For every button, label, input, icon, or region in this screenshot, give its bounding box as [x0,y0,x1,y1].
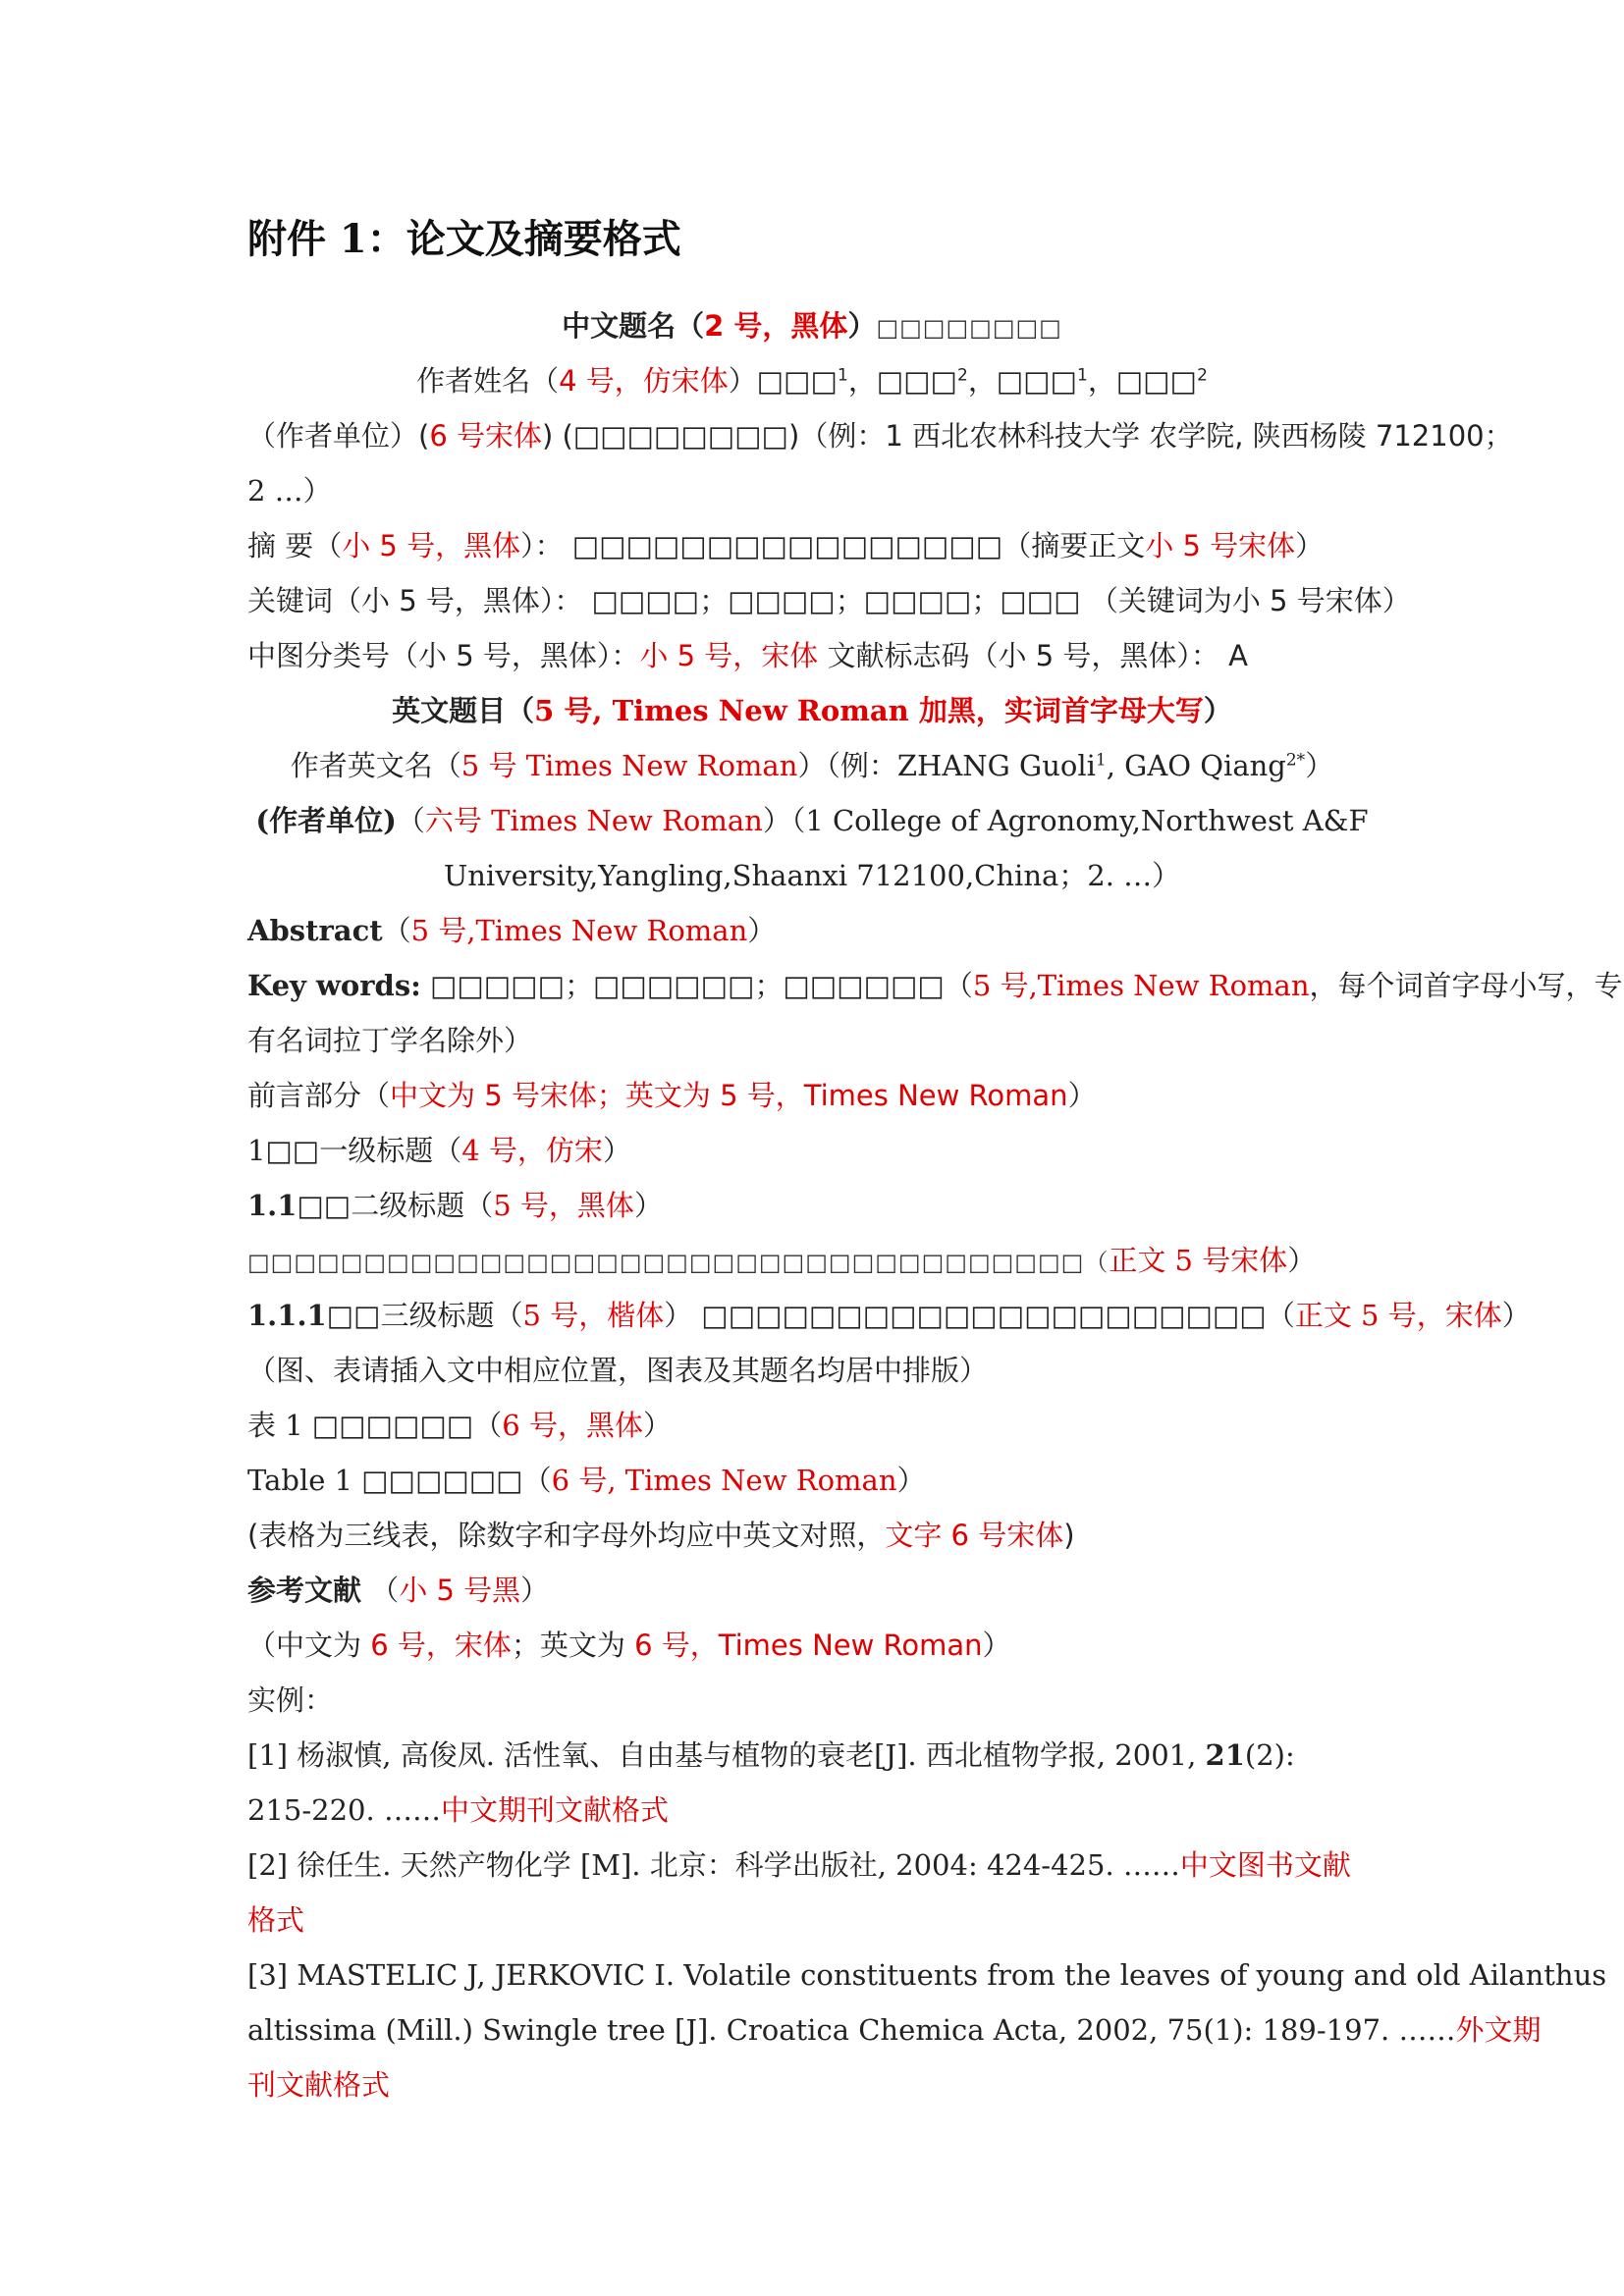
text: ） [602,1134,631,1167]
text: （作者单位）( [247,419,430,453]
example-label: 实例： [247,1683,334,1717]
text: [1] 杨淑慎, 高俊凤. 活性氧、自由基与植物的衰老[J]. 西北植物学报, 2001, [247,1738,1206,1772]
text: Table 1 □□□□□□（ [247,1464,552,1497]
text: ） [1067,1079,1097,1112]
text: （ [396,804,425,837]
en-abstract-format [247,911,1386,950]
text: 6 号, Times New Roman [551,1464,897,1497]
table-cn-caption-format [247,1406,1386,1445]
text: altissima (Mill.) Swingle tree [J]. Croatica Chemica Acta, 2002, 75(1): 189-197. …… [247,2013,1456,2047]
en-unit-continued: University,Yangling,Shaanxi 712100,China；2. …） [443,859,1181,892]
text: 作者英文名（ [290,749,461,782]
reference-3: [3] MASTELIC J, JERKOVIC I. Volatile constituents from the leaves of young and old Ailanthus [247,1958,1607,1992]
text: 文献标志码（小 5 号，黑体）： A [818,639,1248,672]
text: 5 号,Times New Roman [972,969,1310,1002]
text: ） [1287,1244,1317,1277]
text: ，□□□ [1087,364,1198,398]
text: 表 1 □□□□□□（ [247,1409,503,1442]
superscript: 1 [1095,750,1107,771]
references-format [247,1626,1386,1665]
text: ）（例：ZHANG Guoli [797,749,1096,782]
text: 文字 6 号宋体 [885,1519,1064,1552]
text: ） [642,1409,672,1442]
text: 作者姓名（ [416,364,560,398]
superscript: 2 [1197,365,1208,386]
text: 6 号宋体 [429,419,542,453]
text: ） [520,1574,550,1607]
text: 5 号，黑体 [493,1189,634,1222]
text: 小 5 号，黑体 [342,529,521,562]
text: 6 号，宋体 [370,1629,512,1662]
text: 正文 5 号宋体 [1109,1244,1288,1277]
text: 中文图书文献 [1179,1848,1351,1882]
text: ，每个词首字母小写，专 [1309,969,1623,1002]
text: (2): [1244,1738,1295,1772]
text: Abstract [247,914,383,947]
text: □□□□□□□□ [876,314,1062,342]
text: 6 号，Times New Roman [634,1629,983,1662]
references-heading [247,1571,1386,1610]
text: 4 号，仿宋体 [559,364,729,398]
text: ) [1063,1519,1075,1552]
text: ） □□□□□□□□□□□□□□□□□□□□□（ [664,1299,1295,1332]
text: [2] 徐任生. 天然产物化学 [M]. 北京：科学出版社, 2004: 424-425. …… [247,1848,1180,1882]
en-keywords-format [247,966,1623,1005]
superscript: 1 [1077,365,1088,386]
text: (表格为三线表，除数字和字母外均应中英文对照， [247,1519,886,1552]
text: ） [747,914,777,947]
text: 4 号，仿宋 [461,1134,603,1167]
reference-2-continued: 格式 [247,1903,305,1937]
text: ） [1305,749,1334,782]
text: 中图分类号（小 5 号，黑体）： [247,639,640,672]
text: 外文期 [1455,2013,1542,2047]
text: ） [982,1629,1011,1662]
text: □□□□□；□□□□□□；□□□□□□（ [420,969,973,1002]
superscript: 2* [1285,750,1306,771]
text: 5 号, Times New Roman 加黑，实词首字母大写 [534,694,1204,727]
text: 英文题目（ [392,694,535,727]
cn-keywords-format: 关键词（小 5 号，黑体）： □□□□；□□□□；□□□□；□□□ （关键词为小 5 号宋体） [247,584,1411,617]
text: 小 5 号黑 [399,1574,521,1607]
text: 215-220. …… [247,1793,441,1827]
text: (作者单位) [255,804,397,837]
text: 1.1.1 [247,1299,327,1332]
attachment-heading: 附件 1：论文及摘要格式 [247,216,681,262]
text: 小 5 号，宋体 [639,639,819,672]
text: ，□□□ [847,364,958,398]
reference-2 [247,1845,1386,1885]
table-en-caption-format [247,1461,1386,1500]
text: □□□□□□□□□□□□□□□□□□□□□□□□□□□□□□□□□□□□（ [247,1249,1110,1276]
level2-heading-format [247,1186,1386,1225]
text: ） [1203,694,1232,727]
text: 5 号,Times New Roman [410,914,748,947]
superscript: 1 [837,365,848,386]
text: ） [1501,1299,1531,1332]
author-name-format [0,361,1624,400]
reference-3-continued [247,2010,1542,2050]
reference-3-continued-2: 刊文献格式 [247,2068,391,2102]
body-text-format [247,1241,1386,1282]
text: ）□□□ [728,364,838,398]
reference-1 [247,1735,1386,1775]
text: ) (□□□□□□□□)（例：1 西北农林科技大学 农学院, 陕西杨陵 712100； [542,419,1513,453]
superscript: 2 [957,365,968,386]
text: ） [633,1189,663,1222]
text: □□三级标题（ [326,1299,523,1332]
text: 21 [1205,1738,1245,1772]
text: 小 5 号宋体 [1145,529,1296,562]
cn-abstract-format [247,526,1386,565]
text: （中文为 [247,1629,371,1662]
text: 5 号，楷体 [522,1299,665,1332]
level3-heading-format [247,1296,1531,1335]
text: ） [847,309,877,343]
text: □□二级标题（ [297,1189,494,1222]
text: 1.1 [247,1189,298,1222]
text: ，□□□ [967,364,1078,398]
en-author-format [0,746,1624,785]
text: 前言部分（ [247,1079,391,1112]
text: （ [361,1574,400,1607]
text: ）（1 College of Agronomy,Northwest A&F [762,804,1369,837]
text: ） [1295,529,1325,562]
text: , GAO Qiang [1106,749,1286,782]
text: 参考文献 [247,1574,362,1607]
text: 5 号 Times New Roman [460,749,798,782]
en-title-format [0,691,1624,730]
en-keywords-continued: 有名词拉丁学名除外） [247,1024,533,1057]
figure-table-note: （图、表请插入文中相应位置，图表及其题名均居中排版） [247,1354,989,1387]
text: 六号 Times New Roman [424,804,763,837]
text: 1□□一级标题（ [247,1134,462,1167]
author-unit-continued: 2 …） [247,474,332,507]
text: 中文期刊文献格式 [440,1793,669,1827]
text: 正文 5 号，宋体 [1294,1299,1502,1332]
reference-1-continued [247,1790,1386,1830]
text: （ [382,914,411,947]
text: 6 号，黑体 [502,1409,643,1442]
table-style-note [247,1516,1386,1555]
text: 中文为 5 号宋体；英文为 5 号，Times New Roman [390,1079,1068,1112]
classification-format [247,636,1386,675]
text: 摘 要（ [247,529,343,562]
author-unit-format [247,416,1513,455]
level1-heading-format [247,1131,1386,1170]
text: 2 号，黑体 [704,309,848,343]
cn-title-format [0,306,1624,347]
text: Key words: [247,969,421,1002]
text: ；英文为 [511,1629,635,1662]
text: ）： □□□□□□□□□□□□□□□□（摘要正文 [520,529,1146,562]
text: 中文题名（ [562,309,705,343]
en-unit-format [0,801,1624,840]
text: ） [896,1464,926,1497]
preface-format [247,1076,1386,1115]
